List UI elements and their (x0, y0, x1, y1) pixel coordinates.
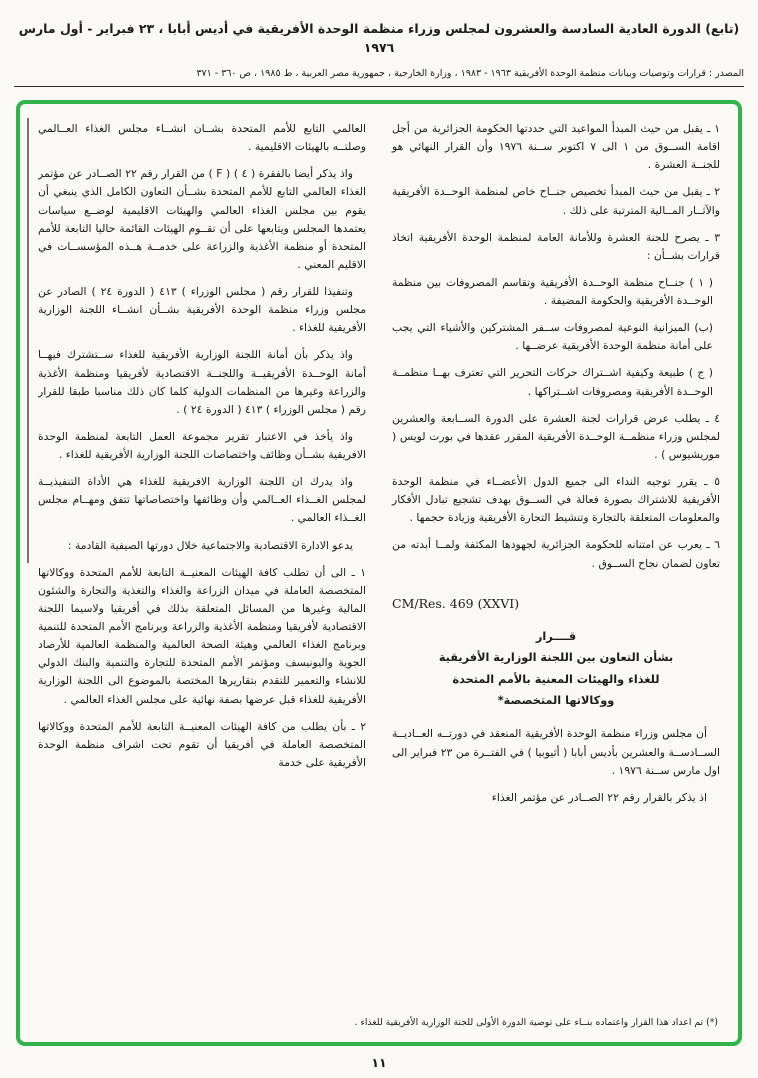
paragraph: واذ يذكر أيضا بالفقرة ( ٤ ) ( F ) من القرار رقم ٢٢ الصــادر عن مؤتمر الغذاء العالمي التابع للأمم المتحدة بشــأن التعاون الكامل الذي ينبغي أن يقوم بين مجلس الغذاء العالمي والهيئات الاقليمية لوضــع سياسات يعتمدها المجلس ويتابعها على أن تقــوم الهيئات القائمة حاليا التابعة للأمم المتحدة أو منظمة الأغذية والزراعة على خدمــة هــذه المؤسســات في الاقليم المعني . (38, 167, 366, 271)
paragraph: ٥ ـ يقرر توجيه النداء الى جميع الدول الأعضــاء في منظمة الوحدة الأفريقية للاشتراك بصورة فعالة في الســوق بهدف تشجيع تبادل الأفكار والمعلومات المتعلقة بالتجارة وتنشيط التجارة الأفريقية وزيادة حجمها . (392, 475, 720, 525)
paragraph: ١ ـ يقبل من حيث المبدأ المواعيد التي حددتها الحكومة الجزائرية من أجل اقامة الســوق من ١ الى ٧ اكتوبر ســنة ١٩٧٦ وأن القرار النهائي هو للجنــة العشرة . (392, 122, 720, 172)
sub-item: ( ج ) طبيعة وكيفية اشــتراك حركات التحرير التي تعترف بهــا منظمــة الوحــدة الأفريقية ومصروفات اشــتراكها . (392, 366, 713, 398)
green-content-box (16, 100, 742, 1046)
header-source-line: المصدر : قرارات وتوصيات وبيانات منظمة الوحدة الأفريقية ١٩٦٣ - ١٩٨٣ ، وزارة الخارجية ، جمهورية مصر العربية ، ط ١٩٨٥ ، ص ٣٦٠ - ٣٧١ (196, 67, 744, 79)
paragraph: واذ يأخذ في الاعتبار تقرير مجموعة العمل التابعة لمنظمة الوحدة الافريقية بشــأن وظائف واختصاصات اللجنة الوزارية الأفريقية للغذاء . (38, 429, 366, 461)
left-column (38, 120, 366, 1008)
resolution-title-line: بشأن التعاون بين اللجنة الوزارية الأفريقية (438, 651, 674, 665)
resolution-title-line: قــــرار (535, 629, 577, 643)
resolution-title-line: للغذاء والهيئات المعنية بالأمم المتحدة (452, 672, 660, 686)
paragraph: واذ يذكر بأن أمانة اللجنة الوزارية الأفريقية للغذاء ســتشترك فيهــا أمانة الوحــدة الأفريقيــة واللجنــة الاقتصادية لأفريقيا ومنظمة الأغذية والزراعة وغيرها من المنظمات الدولية كلما كان ذلك مناسبا طبقا للقرار رقم ( مجلس الوزراء ) ٤١٣ ( الدورة ٢٤ ) . (38, 348, 366, 416)
paragraph: وتنفيذا للقرار رقم ( مجلس الوزراء ) ٤١٣ ( الدورة ٢٤ ) الصادر عن مجلس وزراء منظمة الوحدة الأفريقية بشــأن انشــاء اللجنة الوزارية الأفريقية للغذاء . (38, 285, 366, 335)
paragraph: ٤ ـ يطلب عرض قرارات لجنة العشرة على الدورة الســابعة والعشرين لمجلس وزراء منظمــة الوحــدة الأفريقية المقرر عقدها في بورت لويس ( موريشيوس ) . (392, 411, 720, 461)
header-divider (14, 86, 744, 87)
paragraph: ٢ ـ يقبل من حيث المبدأ تخصيص جنــاح خاص لمنظمة الوحــدة الأفريقية والآثــار المــالية المترتبة على ذلك . (392, 185, 720, 217)
right-column (392, 120, 720, 1008)
paragraph: ٦ ـ يعرب عن امتنانه للحكومة الجزائرية لجهودها المكثفة ولمــا أبدته من تعاون لضمان نجاح الســوق . (392, 538, 720, 570)
resolution-title-line: ووكالاتها المتخصصة* (497, 693, 615, 707)
footnote: (*) تم اعداد هذا القرار واعتماده بنــاء على توصية الدورة الأولى للجنة الوزارية الأفريقية للغذاء . (354, 1017, 718, 1029)
paragraph: واذ يدرك ان اللجنة الوزارية الافريقية للغذاء هي الأداة التنفيذيــة لمجلس الغــذاء العــالمي وأن وظائفها واختصاصاتها تتفق ومهــام مجلس الغــذاء العالمي . (38, 475, 366, 525)
two-column-layout (38, 120, 720, 1008)
paragraph: اذ يذكر بالقرار رقم ٢٢ الصــادر عن مؤتمر الغذاء (491, 790, 707, 804)
sub-item: ( ١ ) جنــاح منظمة الوحــدة الأفريقية وتقاسم المصروفات بين منظمة الوحــدة الأفريقية والحكومة المضيفة . (392, 275, 713, 307)
resolution-title (392, 626, 720, 712)
paragraph: ٣ ـ يصرح للجنة العشرة وللأمانة العامة لمنظمة الوحدة الأفريقية اتخاذ قرارات بشــأن : (392, 230, 720, 262)
header-session-title: (تابع) الدورة العادية السادسة والعشرون لمجلس وزراء منظمة الوحدة الأفريقية في أديس أبابا ، ٢٣ فبراير - أول مارس ١٩٧٦ (18, 21, 740, 55)
paragraph: ١ ـ الى أن تطلب كافة الهيئات المعنيــة التابعة للأمم المتحدة ووكالاتها المتخصصة العاملة في ميدان الزراعة والغذاء والتغذية والتجارة والشئون المالية وغيرها من المسائل المتعلقة بذلك في أفريقيا ولاسيما اللجنة الاقتصادية لأفريقيا ومنظمة الأغذية والزراعة وبرنامج الأمم المتحدة للتنمية وبرنامج الغذاء العالمي وهيئة الصحة العالمية والمنظمة العالمية للأرصاد الجوية واليونيسف ومؤتمر الأمم المتحدة للتجارة والتنمية والبنك الدولي للانشاء والتعمير للتقدم بتقاريرها المختصة بالموضوع الى اللجنة الوزارية الأفريقية للغذاء قبل عرضها بصفة نهائية على مجلس الغذاء العالمي . (38, 565, 366, 706)
page-number: ١١ (371, 1055, 387, 1070)
paragraph: ٢ ـ بأن يطلب من كافة الهيئات المعنيــة التابعة للأمم المتحدة ووكالاتها المتخصصة العاملة في أفريقيا أن تقوم تحت اشراف منظمة الوحدة الأفريقية على خدمة (38, 719, 366, 769)
page-header (14, 20, 744, 87)
sub-item: (ب) الميزانية النوعية لمصروفات ســفر المشتركين والأشياء التي يجب على أمانة منظمة الوحدة الأفريقية عرضــها . (392, 321, 713, 353)
paragraph: العالمي التابع للأمم المتحدة بشــان انشــاء مجلس الغذاء العــالمي وصلتــه بالهيئات الاقليمية . (38, 122, 366, 154)
resolution-reference: CM/Res. 469 (XXVI) (392, 595, 520, 611)
paragraph: يدعو الادارة الاقتصادية والاجتماعية خلال دورتها الصيفية القادمة : (67, 538, 353, 552)
paragraph: أن مجلس وزراء منظمة الوحدة الأفريقية المنعقد في دورتــه العــاديــة الســادســة والعشرين بأديس أبابا ( أثيوبيا ) في الفتــرة من ٢٣ فبراير الى اول مارس ســنة ١٩٧٦ . (392, 727, 720, 777)
